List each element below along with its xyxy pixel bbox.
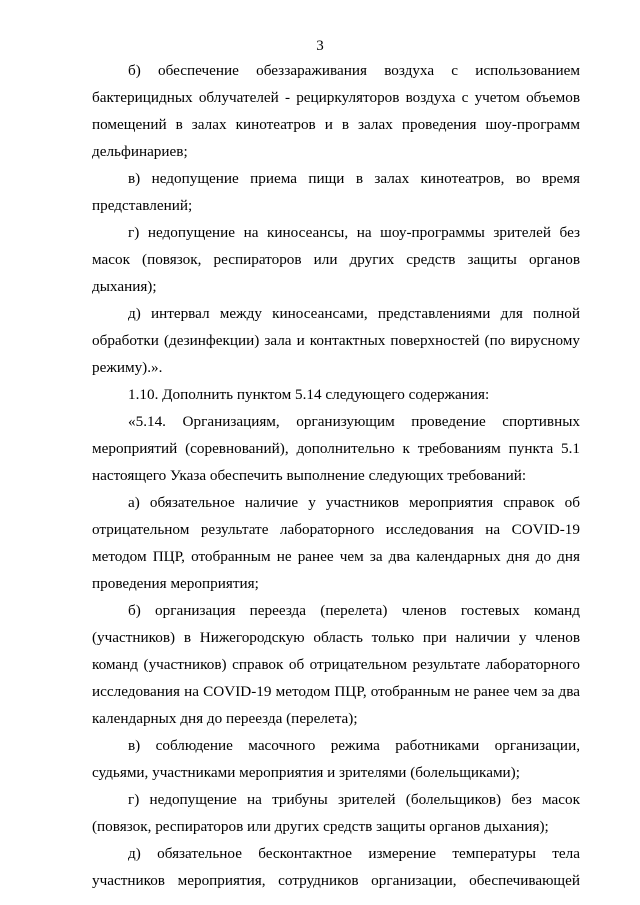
text-line: команд (участников) справок об отрицательном результате лабораторного [92,656,580,673]
text-line: (участников) в Нижегородскую область только при наличии у членов [92,629,580,646]
text-line: «5.14. Организациям, организующим проведение спортивных [128,413,580,430]
text-line: 1.10. Дополнить пунктом 5.14 следующего содержания: [128,386,490,403]
text-line: в) недопущение приема пищи в залах кинотеатров, во время [128,170,580,187]
text-line: д) интервал между киносеансами, представлениями для полной [128,305,580,322]
text-line: б) организация переезда (перелета) членов гостевых команд [128,602,580,619]
text-line: а) обязательное наличие у участников мероприятия справок об [128,494,580,511]
text-line: проведения мероприятия; [92,575,259,592]
text-line: участников мероприятия, сотрудников организации, обеспечивающей [92,872,580,889]
page-number: 3 [316,38,324,54]
text-line: д) обязательное бесконтактное измерение температуры тела [128,845,580,862]
text-line: г) недопущение на киносеансы, на шоу-программы зрителей без [128,224,580,241]
text-line: помещений в залах кинотеатров и в залах проведения шоу-программ [92,116,580,133]
text-line: судьями, участниками мероприятия и зрителями (болельщиками); [92,764,520,781]
text-line: настоящего Указа обеспечить выполнение следующих требований: [92,467,527,484]
text-line: отрицательном результате лабораторного исследования на COVID-19 [92,521,580,538]
text-line: режиму).». [92,359,163,376]
text-line: исследования на COVID-19 методом ПЦР, отобранным не ранее чем за два [92,683,580,700]
text-line: дельфинариев; [92,143,188,160]
text-line: методом ПЦР, отобранным не ранее чем за два календарных дня до дня [92,548,580,565]
text-line: г) недопущение на трибуны зрителей (болельщиков) без масок [128,791,580,808]
text-line: (повязок, респираторов или других средств защиты органов дыхания); [92,818,549,835]
text-line: мероприятий (соревнований), дополнительно к требованиям пункта 5.1 [92,440,580,457]
text-line: бактерицидных облучателей - рециркуляторов воздуха с учетом объемов [92,89,580,106]
text-line: обработки (дезинфекции) зала и контактных поверхностей (по вирусному [92,332,580,349]
text-line: календарных дня до переезда (перелета); [92,710,358,727]
text-line: дыхания); [92,278,157,295]
text-line: масок (повязок, респираторов или других средств защиты органов [92,251,580,268]
text-line: б) обеспечение обеззараживания воздуха с использованием [128,62,580,79]
text-line: представлений; [92,197,193,214]
text-line: в) соблюдение масочного режима работниками организации, [128,737,580,754]
